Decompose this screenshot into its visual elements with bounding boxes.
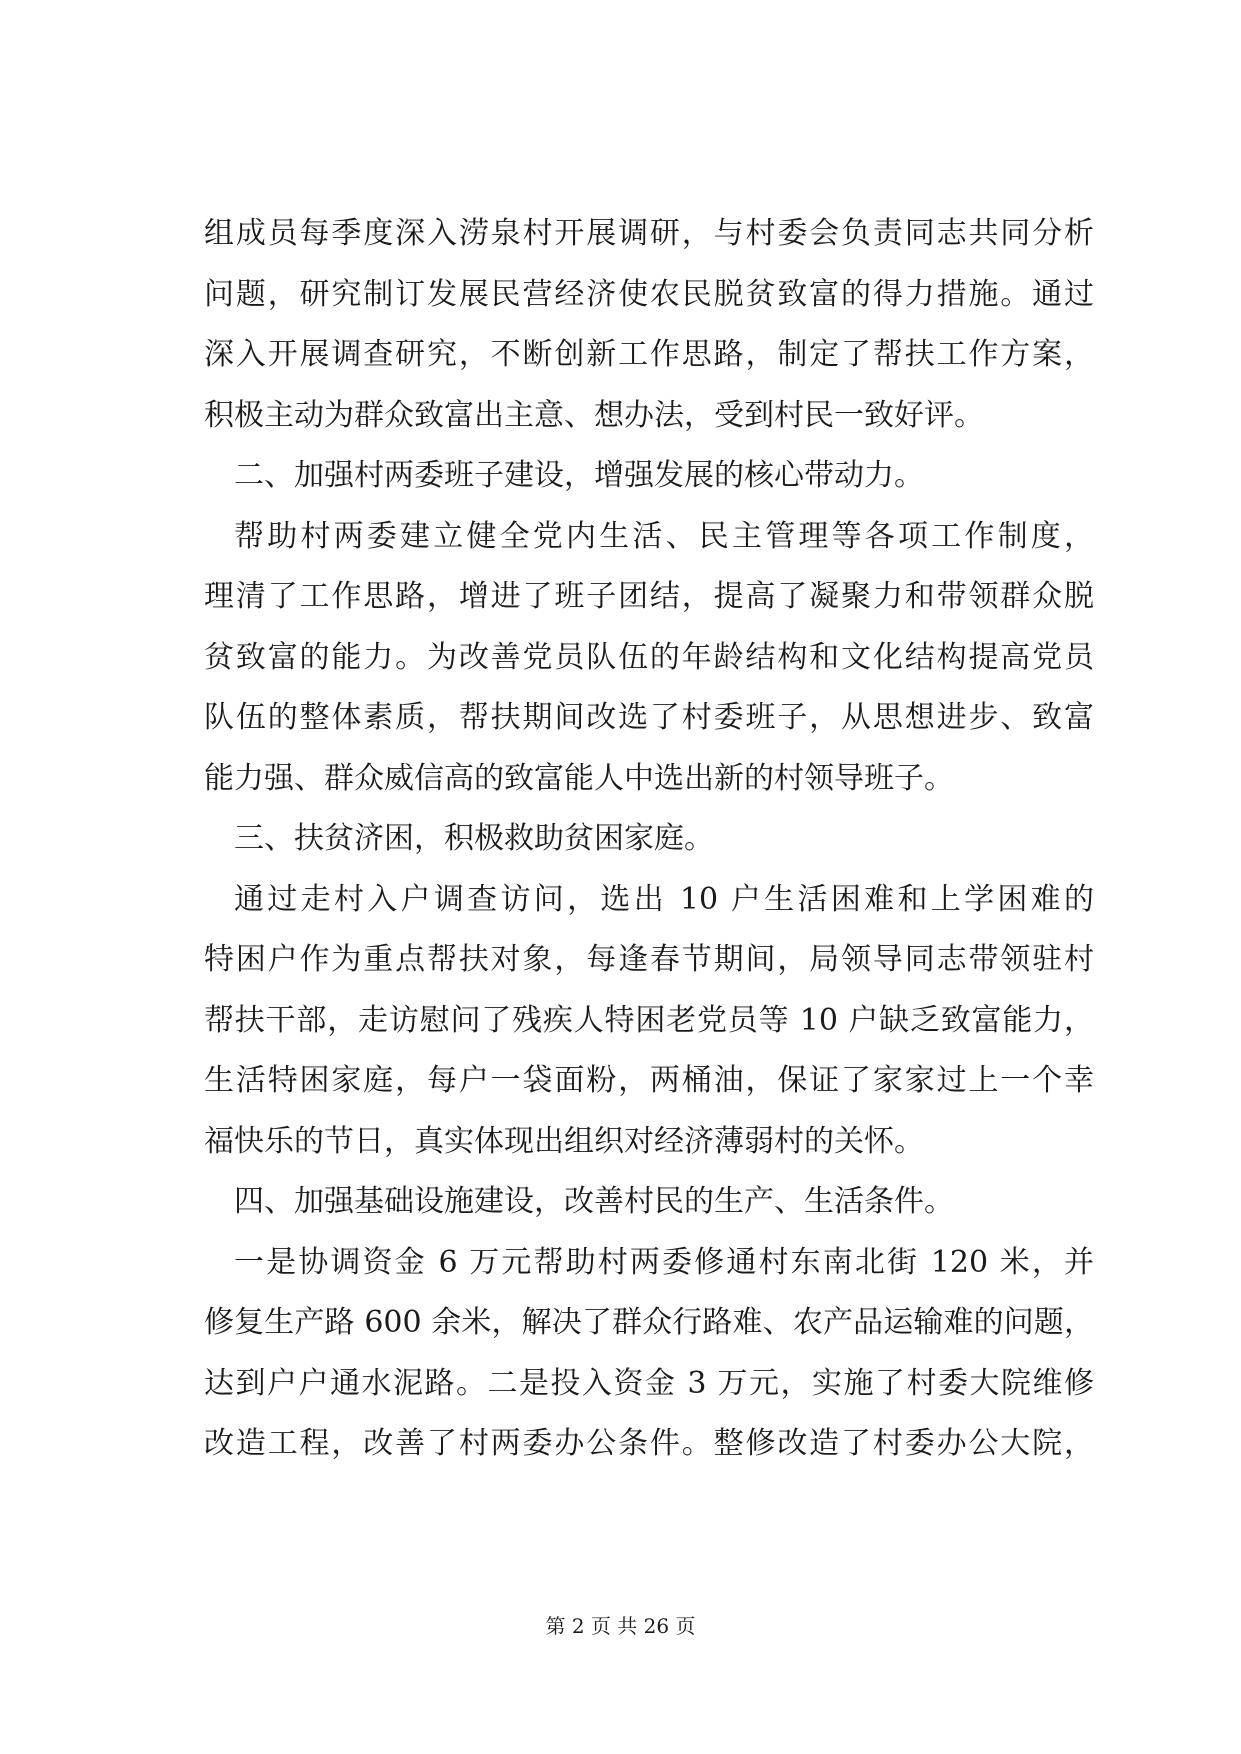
text-line: 能力强、群众威信高的致富能人中选出新的村领导班子。 bbox=[204, 760, 954, 796]
text-line: 贫致富的能力。为改善党员队伍的年龄结构和文化结构提高党员 bbox=[204, 639, 1094, 675]
text-line: 深入开展调查研究，不断创新工作思路，制定了帮扶工作方案， bbox=[204, 337, 1094, 372]
text-line: 福快乐的节日，真实体现出组织对经济薄弱村的关怀。 bbox=[204, 1123, 924, 1159]
text-line: 帮助村两委建立健全党内生活、民主管理等各项工作制度， bbox=[234, 518, 1094, 554]
text-line: 通过走村入户调查访问，选出 10 户生活困难和上学困难的 bbox=[234, 881, 1094, 917]
text-line: 修复生产路 600 余米，解决了群众行路难、农产品运输难的问题， bbox=[204, 1305, 1094, 1340]
text-line: 问题，研究制订发展民营经济使农民脱贫致富的得力措施。通过 bbox=[204, 276, 1094, 312]
text-line: 队伍的整体素质，帮扶期间改选了村委班子，从思想进步、致富 bbox=[204, 700, 1094, 735]
text-line: 达到户户通水泥路。二是投入资金 3 万元，实施了村委大院维修 bbox=[204, 1365, 1094, 1401]
text-line: 一是协调资金 6 万元帮助村两委修通村东南北街 120 米，并 bbox=[234, 1244, 1094, 1280]
text-line: 理清了工作思路，增进了班子团结，提高了凝聚力和带领群众脱 bbox=[204, 579, 1094, 614]
text-line: 三、扶贫济困，积极救助贫困家庭。 bbox=[234, 821, 714, 856]
text-line: 积极主动为群众致富出主意、想办法，受到村民一致好评。 bbox=[204, 397, 984, 433]
text-line: 生活特困家庭，每户一袋面粉，两桶油，保证了家家过上一个幸 bbox=[204, 1063, 1094, 1098]
text-line: 四、加强基础设施建设，改善村民的生产、生活条件。 bbox=[234, 1184, 954, 1219]
text-line: 二、加强村两委班子建设，增强发展的核心带动力。 bbox=[234, 458, 924, 493]
text-line: 组成员每季度深入涝泉村开展调研，与村委会负责同志共同分析 bbox=[204, 216, 1094, 251]
text-line: 帮扶干部，走访慰问了残疾人特困老党员等 10 户缺乏致富能力， bbox=[204, 1002, 1094, 1038]
body-text bbox=[204, 204, 1094, 1475]
page-footer: 第 2 页 共 26 页 bbox=[545, 1614, 696, 1638]
text-line: 特困户作为重点帮扶对象，每逢春节期间，局领导同志带领驻村 bbox=[204, 942, 1094, 977]
text-line: 改造工程，改善了村两委办公条件。整修改造了村委办公大院， bbox=[204, 1426, 1094, 1461]
